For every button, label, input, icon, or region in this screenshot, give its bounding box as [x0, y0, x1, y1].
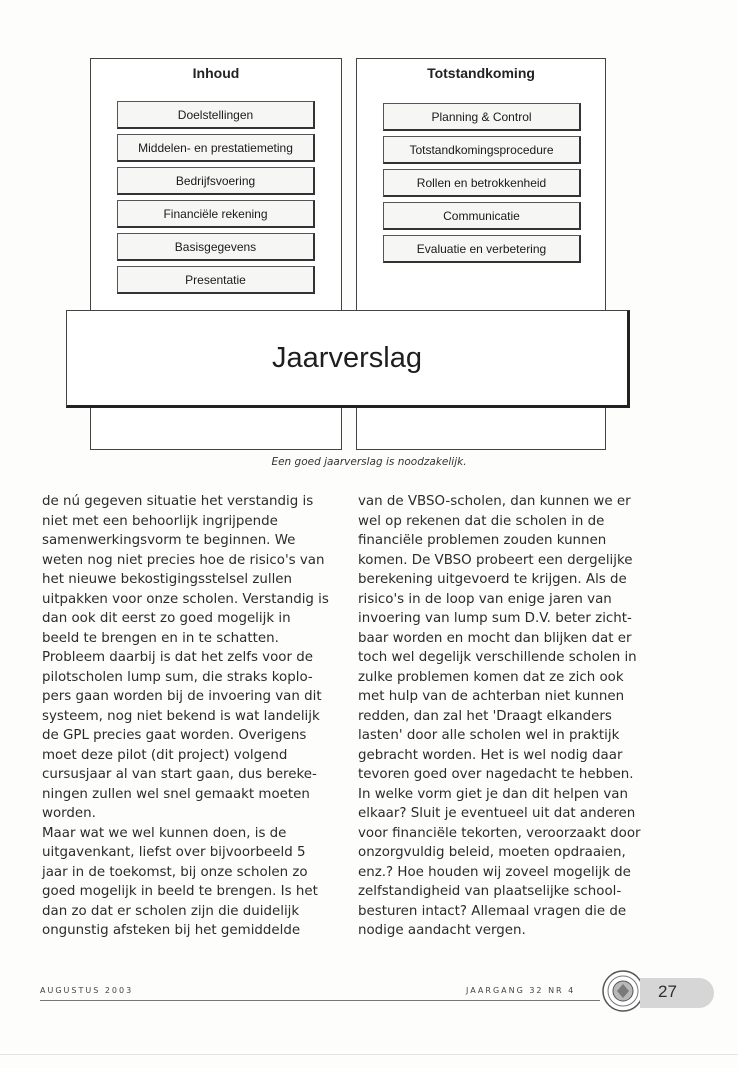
inhoud-item: Presentatie	[117, 266, 315, 294]
body-line: goed mogelijk in beeld te brengen. Is het	[42, 884, 318, 899]
body-line: dan zo dat er scholen zijn die duidelijk	[42, 903, 300, 919]
body-line: moet deze pilot (dit project) volgend	[42, 747, 288, 763]
body-line: elkaar? Sluit je eventueel uit dat anderen	[358, 806, 636, 821]
footer-volume: JAARGANG 32 NR 4	[466, 986, 576, 995]
body-line: pers gaan worden bij de invoering van dit	[42, 689, 322, 704]
body-line: risico's in de loop van enige jaren van	[358, 591, 612, 607]
totstandkoming-item: Rollen en betrokkenheid	[383, 169, 581, 197]
body-line: cursusjaar al van start gaan, dus bereke-	[42, 767, 317, 782]
body-line: de nú gegeven situatie het verstandig is	[42, 494, 314, 509]
footer-rule	[40, 1000, 600, 1001]
body-line: samenwerkingsvorm te beginnen. We	[42, 533, 296, 548]
figure-caption: Een goed jaarverslag is noodzakelijk.	[271, 456, 467, 468]
body-line: het nieuwe bekostigingsstelsel zullen	[42, 572, 293, 587]
footer-date: AUGUSTUS 2003	[40, 986, 134, 995]
body-column-left	[42, 492, 329, 941]
body-line: gebracht worden. Het is wel nodig daar	[358, 747, 623, 763]
body-column-right	[358, 492, 640, 941]
body-line: In welke vorm giet je dan dit helpen van	[358, 786, 628, 802]
totstandkoming-item: Planning & Control	[383, 103, 581, 131]
page-number: 27	[658, 982, 677, 1001]
body-line: uitgavenkant, liefst over bijvoorbeeld 5	[42, 845, 306, 860]
body-line: uitpakken voor onze scholen. Verstandig is	[42, 591, 329, 607]
body-line: met hulp van de achterban niet kunnen	[358, 689, 625, 704]
body-line: financiële problemen zouden kunnen	[358, 533, 607, 548]
body-line: baar worden en mocht dan blijken dat er	[358, 630, 632, 646]
body-line: beeld te brengen en in te schatten.	[42, 630, 279, 646]
body-line: ongunstig afsteken bij het gemiddelde	[42, 923, 301, 938]
inhoud-item: Basisgegevens	[117, 233, 315, 261]
body-line: toch wel degelijk verschillende scholen in	[358, 650, 637, 665]
body-line: tevoren goed over nagedacht te hebben.	[358, 767, 634, 782]
body-line: besturen intact? Allemaal vragen die de	[358, 903, 627, 919]
body-line: systeem, nog niet bekend is wat landelijk	[42, 708, 320, 724]
body-line: wel op rekenen dat die scholen in de	[358, 513, 605, 529]
body-line: worden.	[42, 806, 96, 821]
inhoud-item: Middelen- en prestatiemeting	[117, 134, 315, 162]
page-number-tab	[640, 978, 714, 1008]
body-line: dan ook dit eerst zo goed mogelijk in	[42, 611, 291, 626]
body-line: jaar in de toekomst, bij onze scholen zo	[42, 864, 308, 880]
totstandkoming-item: Totstandkomingsprocedure	[383, 136, 581, 164]
inhoud-item: Financiële rekening	[117, 200, 315, 228]
body-line: Probleem daarbij is dat het zelfs voor de	[42, 650, 313, 665]
body-line: invoering van lump sum D.V. beter zicht-	[358, 611, 632, 626]
totstandkoming-item: Communicatie	[383, 202, 581, 230]
body-line: voor financiële tekorten, veroorzaakt door	[358, 825, 641, 841]
inhoud-title: Inhoud	[192, 65, 240, 81]
body-line: weten nog niet precies hoe de risico's van	[42, 552, 325, 568]
body-line: niet met een behoorlijk ingrijpende	[42, 513, 278, 529]
body-line: de GPL precies gaat worden. Overigens	[42, 728, 307, 743]
totstandkoming-item: Evaluatie en verbetering	[383, 235, 581, 263]
seal-emblem-icon	[602, 970, 644, 1012]
body-line: ningen zullen wel snel gemaakt moeten	[42, 786, 310, 802]
inhoud-item: Doelstellingen	[117, 101, 315, 129]
body-line: zulke problemen komen dat ze zich ook	[358, 669, 624, 685]
body-line: lasten' door alle scholen wel in praktijk	[358, 728, 620, 743]
body-line: onzorgvuldig beleid, moeten opdraaien,	[358, 845, 626, 860]
body-line: komen. De VBSO probeert een dergelijke	[358, 552, 633, 568]
inhoud-item: Bedrijfsvoering	[117, 167, 315, 195]
body-line: van de VBSO-scholen, dan kunnen we er	[358, 494, 631, 509]
body-line: berekening uitgevoerd te krijgen. Als de	[358, 572, 627, 587]
totstandkoming-title: Totstandkoming	[427, 65, 535, 81]
body-line: zelfstandigheid van plaatselijke school-	[358, 884, 622, 899]
body-line: nodige aandacht vergen.	[358, 923, 526, 938]
jaarverslag-banner: Jaarverslag	[66, 310, 630, 408]
body-line: enz.? Hoe houden wij zoveel mogelijk de	[358, 864, 631, 880]
body-line: redden, dan zal het 'Draagt elkanders	[358, 708, 612, 724]
body-line: Maar wat we wel kunnen doen, is de	[42, 825, 287, 841]
page-bottom-edge	[0, 1054, 738, 1055]
body-line: pilotscholen lump sum, die straks koplo-	[42, 669, 313, 685]
